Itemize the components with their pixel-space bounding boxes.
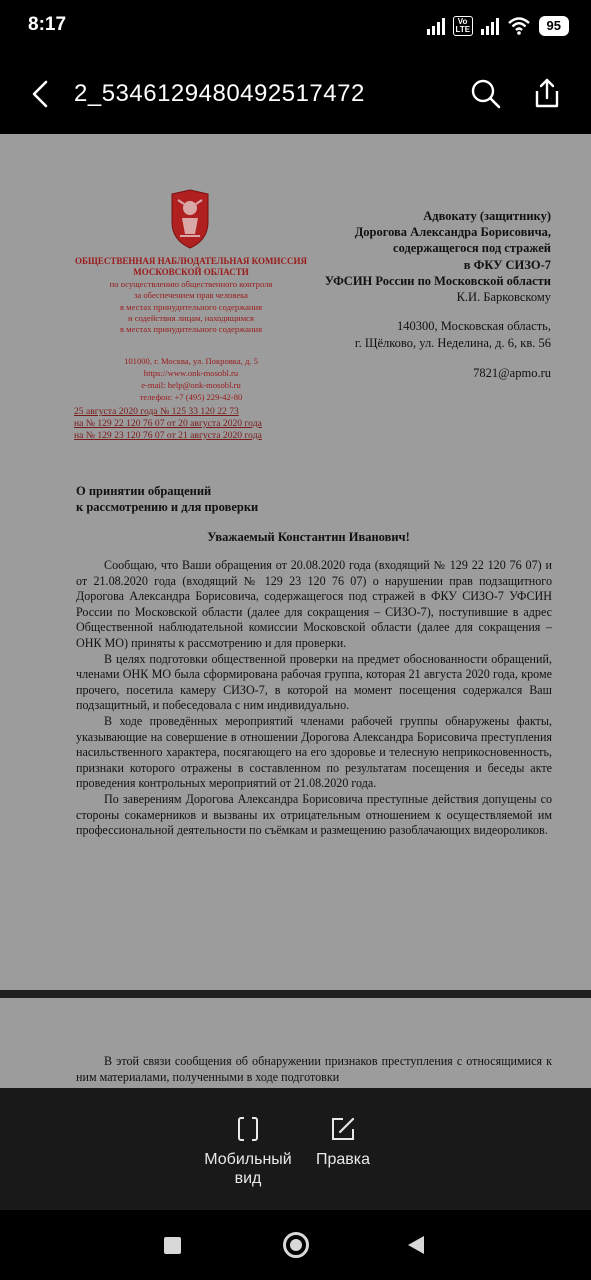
mobile-view-icon <box>236 1116 260 1142</box>
body-paragraph: Сообщаю, что Ваши обращения от 20.08.2020 года (входящий № 129 22 120 76 07) и от 21.08.2020 года (входящий № 129 23 120 76 07) о нарушении прав подзащитного Дорогова Александра Борисовича, содержащегося под стражей в ФКУ СИЗО-7 УФСИН России по Московской области (далее для сокращения – СИЗО-7), поступившие в адрес Общественной наблюдательной комиссии Московской области (далее для сокращения – ОНК МО) приняты к рассмотрению и для проверки. <box>76 558 552 650</box>
letter-subject <box>76 484 258 515</box>
coat-of-arms-emblem <box>164 188 216 250</box>
search-icon[interactable] <box>470 78 502 110</box>
org-desc-line: в местах принудительного содержания <box>119 324 263 335</box>
status-icons <box>427 14 569 38</box>
incoming-ref: на № 129 23 120 76 07 от 21 августа 2020 года <box>74 430 262 441</box>
org-website: https://www.onk-mosobl.ru <box>143 368 239 378</box>
body-paragraph: В этой связи сообщения об обнаружении признаков преступления с относящимися к ним материалами, полученными в ходе подготовки <box>76 1054 552 1084</box>
body-paragraph: По заверениям Дорогова Александра Борисовича преступные действия допущены со стороны сокамерников и вызваны их отрицательным отношением к осуществляемой им профессиональной деятельности по съёмкам и размещению разоблачающих видеороликов. <box>76 791 552 838</box>
battery-icon: 95 <box>539 16 569 36</box>
share-icon[interactable] <box>530 76 564 110</box>
signal-icon <box>481 17 499 35</box>
back-arrow-icon[interactable] <box>26 78 58 110</box>
document-page-2 <box>0 998 591 1088</box>
addressee-line: УФСИН России по Московской области <box>324 273 551 288</box>
org-desc-line: и содействия лицам, находящимся <box>128 313 254 324</box>
letter-greeting: Уважаемый Константин Иванович! <box>207 530 410 544</box>
letter-body <box>76 558 552 839</box>
org-name-line: МОСКОВСКОЙ ОБЛАСТИ <box>133 267 249 278</box>
volte-icon: Vo LTE <box>453 16 473 36</box>
addressee-line: Адвокату (защитнику) <box>423 209 551 223</box>
addressee-line: Дорогова Александра Борисовича, <box>354 225 551 240</box>
addressee-address <box>251 318 551 352</box>
addressee-line: в ФКУ СИЗО-7 <box>463 257 551 272</box>
mobile-view-label: Мобильный вид <box>204 1151 292 1187</box>
addressee-line: содержащегося под стражей <box>393 241 551 256</box>
edit-icon <box>330 1116 356 1142</box>
body-paragraph: В целях подготовки общественной проверки на предмет обоснованности обращений, членами ОНК МО была сформирована рабочая группа, которая 21 августа 2020 года, кроме прочего, посетила камеру СИЗО-7, в которой на момент посещения содержался Ваш подзащитный, и побеседовала с ним индивидуально. <box>76 651 552 713</box>
incoming-ref: на № 129 22 120 76 07 от 20 августа 2020 года <box>74 418 262 429</box>
signal-icon <box>427 17 445 35</box>
address-line: г. Щёлково, ул. Неделина, д. 6, кв. 56 <box>354 336 551 350</box>
org-desc-line: за обеспечением прав человека <box>133 290 248 301</box>
system-nav-bar <box>0 1210 591 1280</box>
org-desc-line: в местах принудительного содержания <box>119 301 263 312</box>
letterhead-contacts <box>66 355 316 403</box>
document-page-1 <box>0 134 591 990</box>
org-email: e-mail: help@onk-mosobl.ru <box>141 380 241 390</box>
subject-line: к рассмотрению и для проверки <box>76 499 259 514</box>
edit-label: Правка <box>315 1151 371 1168</box>
reference-numbers <box>74 406 324 442</box>
addressee-email: 7821@apmo.ru <box>473 366 551 380</box>
outgoing-ref: 25 августа 2020 года № 125 33 120 22 73 <box>74 406 239 417</box>
org-phone: телефон: +7 (495) 229-42-80 <box>139 392 243 402</box>
org-desc-line: по осуществлению общественного контроля <box>109 278 273 289</box>
org-address: 101000, г. Москва, ул. Покровка, д. 5 <box>124 356 258 366</box>
address-line: 140300, Московская область, <box>397 319 551 333</box>
addressee-name: К.И. Барковскому <box>456 290 551 305</box>
back-icon[interactable] <box>408 1236 424 1254</box>
edit-button[interactable] <box>306 1116 380 1169</box>
addressee-block <box>251 208 551 305</box>
subject-line: О принятии обращений <box>76 484 212 498</box>
mobile-view-button[interactable] <box>198 1116 298 1188</box>
status-bar <box>0 0 591 52</box>
recent-apps-icon[interactable] <box>164 1237 181 1254</box>
document-title: 2_5346129480492517472 <box>74 80 365 107</box>
home-icon[interactable] <box>283 1232 309 1258</box>
body-paragraph: В ходе проведённых мероприятий членами рабочей группы обнаружены факты, указывающие на совершение в отношении Дорогова Александра Борисовича преступления насильственного характера, посягающего на его здоровье и телесную неприкосновенность, признаки которого отражены в составленном по результатам посещения и беседы акте проведения контрольных мероприятий от 21.08.2020 года. <box>76 713 552 791</box>
app-bar <box>0 52 591 134</box>
wifi-icon <box>507 16 531 36</box>
status-time: 8:17 <box>28 14 67 35</box>
org-name-line: ОБЩЕСТВЕННАЯ НАБЛЮДАТЕЛЬНАЯ КОМИССИЯ <box>75 256 307 266</box>
bottom-toolbar <box>0 1088 591 1210</box>
document-viewer[interactable] <box>0 134 591 1088</box>
